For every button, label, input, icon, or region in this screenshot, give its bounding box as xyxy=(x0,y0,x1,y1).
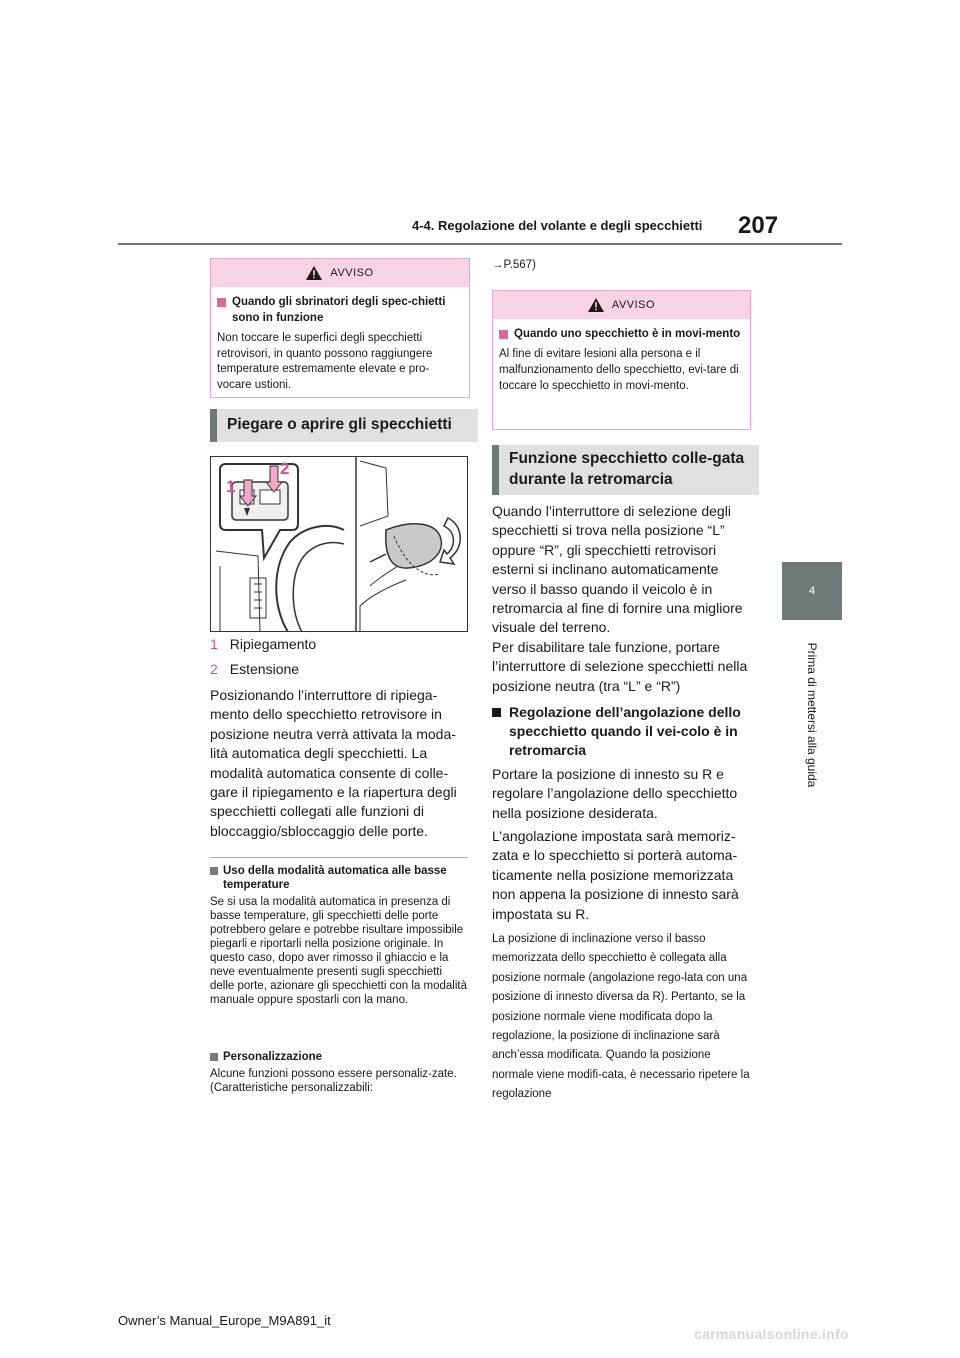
page-reference: →P.567) xyxy=(492,259,536,271)
chapter-tab xyxy=(782,562,842,620)
warning-box-defrosters xyxy=(210,258,470,398)
chapter-label-text: Prima di mettersi alla guida xyxy=(805,642,819,788)
warning-header xyxy=(211,259,469,287)
item-label: Ripiegamento xyxy=(229,636,317,652)
section-heading-fold xyxy=(210,409,478,442)
note-customization xyxy=(210,1050,468,1095)
angle-paragraph-1: Portare la posizione di innesto su R e regolare l’angolazione dello specchietto nella posizione desiderata. xyxy=(492,766,738,821)
paragraph-text: Per disabilitare tale funzione, portare l’interruttore di selezione specchietti nella posizione neutra (tra “L” e “R”) xyxy=(492,638,748,694)
note-divider xyxy=(210,857,468,858)
subheading-text: Regolazione dell’angolazione dello specchietto quando il vei-colo è in retromarcia xyxy=(509,704,741,758)
bullet-square-icon xyxy=(210,867,218,875)
warning-header xyxy=(493,291,750,319)
item-number: 2 xyxy=(210,661,218,677)
bullet-square-icon xyxy=(210,1053,218,1061)
bullet-square-icon xyxy=(499,330,508,339)
warning-subtitle: Quando uno specchietto è in movi-mento xyxy=(514,328,741,340)
warning-text: Al fine di evitare lesioni alla persona e il malfunzionamento dello specchietto, evi-tare di toccare lo specchietto in movi-mento. xyxy=(499,347,739,392)
warning-text: Non toccare le superfici degli specchietti retrovisori, in quanto possono raggiungere temperature estremamente elevate e pro-vocare ustioni. xyxy=(217,331,433,392)
figure-label-1: 1 xyxy=(226,477,236,496)
note-text: Alcune funzioni possono essere personaliz-zate. (Caratteristiche personalizzabili: xyxy=(210,1068,457,1094)
chapter-number: 4 xyxy=(808,585,816,597)
section-heading-text: Piegare o aprire gli specchietti xyxy=(227,416,452,434)
chapter-label xyxy=(784,630,840,800)
bullet-square-icon xyxy=(217,298,226,307)
watermark: carmanualsonline.info xyxy=(694,1326,849,1342)
warning-subtitle: Quando gli sbrinatori degli spec-chietti sono in funzione xyxy=(232,296,446,324)
reverse-function-paragraph xyxy=(492,502,754,696)
page-number: 207 xyxy=(738,212,779,239)
mirror-fold-illustration xyxy=(210,456,468,632)
note-title: Personalizzazione xyxy=(223,1051,323,1063)
header-rule xyxy=(118,243,842,245)
auto-mode-paragraph: Posizionando l’interruttore di ripiega-mento dello specchietto retrovisore in posizione neutra verrà attivata la moda-lità automatica degli specchietti. La modalità automatica consente di colle-gare il ripiegamento e la riapertura degli specchietti collegati alle funzioni di bloccaggio/sbloccaggio delle porte. xyxy=(210,687,457,839)
warning-title: AVVISO xyxy=(611,299,656,311)
note-text: Se si usa la modalità automatica in presenza di basse temperature, gli specchietti delle porte potrebbero gelare e potrebbe risultare impossibile piegarli e riportarli nella posizione originale. In questo caso, dopo aver rimosso il ghiaccio e la neve eventualmente presenti sugli specchietti delle porte, azionare gli specchietti con la modalità manuale oppure spostarli con la mano. xyxy=(210,896,467,1006)
warning-triangle-icon xyxy=(588,298,604,312)
warning-title: AVVISO xyxy=(330,267,374,279)
note-title: Uso della modalità automatica alle basse temperature xyxy=(223,865,447,891)
paragraph-text: Quando l’interruttore di selezione degli specchietti si trova nella posizione “L” oppure “R”, gli specchietti retrovisori esterni si inclinano automaticamente verso il basso quando il veicolo è in retromarcia al fine di fornire una migliore visuale del terreno. xyxy=(492,503,743,636)
mirror-switch-diagram xyxy=(210,456,468,632)
bullet-square-icon xyxy=(492,708,501,717)
section-heading-reverse xyxy=(492,445,759,495)
note-low-temperature xyxy=(210,864,468,1007)
angle-paragraph-3: La posizione di inclinazione verso il basso memorizzata dello specchietto è collegata alla posizione normale (angolazione rego-lata con una posizione di innesto diversa da R). Pertanto, se la posizione normale viene modificata dopo la regolazione, la posizione di inclinazione sarà anch’essa modificata. Quando la posizione normale viene modifi-cata, è necessario ripetere la regolazione xyxy=(492,933,750,1101)
item-number: 1 xyxy=(210,636,218,652)
item-label: Estensione xyxy=(229,661,300,677)
angle-subheading xyxy=(492,703,754,760)
item-fold xyxy=(210,635,316,654)
figure-label-2: 2 xyxy=(280,459,290,478)
warning-triangle-icon xyxy=(306,266,322,280)
item-extend xyxy=(210,660,299,679)
angle-paragraph-2: L’angolazione impostata sarà memoriz-zata e lo specchietto si porterà automa-ticamente nella posizione memorizzata non appena la posizione di innesto sarà impostata su R. xyxy=(492,828,739,922)
section-heading-text: Funzione specchietto colle-gata durante la retromarcia xyxy=(509,450,745,488)
footer-text: Owner’s Manual_Europe_M9A891_it xyxy=(118,1313,331,1328)
section-title: 4-4. Regolazione del volante e degli specchietti xyxy=(412,218,703,233)
warning-box-mirror-moving xyxy=(492,290,751,430)
